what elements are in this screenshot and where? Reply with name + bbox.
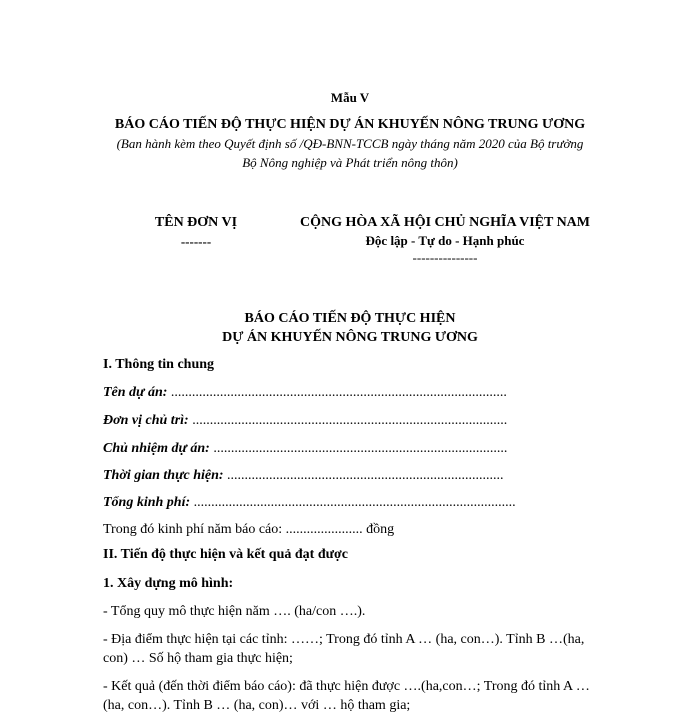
field-blank: ................................................................................................ [167, 385, 507, 400]
issued-by-line-2: Bộ Nông nghiệp và Phát triển nông thôn) [242, 155, 458, 170]
nation-divider: --------------- [412, 250, 478, 265]
subsection-1-heading: 1. Xây dựng mô hình: [103, 576, 234, 591]
field-total-budget [103, 495, 516, 511]
field-label: Tổng kinh phí: [103, 495, 191, 510]
form-label: Mẫu V [330, 90, 370, 105]
list-item: - Tổng quy mô thực hiện năm …. (ha/con ….). [103, 604, 366, 619]
nation-name: CỘNG HÒA XÃ HỘI CHỦ NGHĨA VIỆT NAM [299, 215, 590, 230]
field-label: Thời gian thực hiện: [103, 468, 224, 483]
document-title: BÁO CÁO TIẾN ĐỘ THỰC HIỆN DỰ ÁN KHUYẾN NÔNG TRUNG ƯƠNG [114, 117, 586, 132]
list-item: con) … Số hộ tham gia thực hiện; [103, 651, 293, 666]
field-blank: ............................................................................... [223, 468, 504, 483]
budget-year-line: Trong đó kinh phí năm báo cáo: ...................... đồng [103, 522, 395, 537]
field-blank: .................................................................................... [209, 441, 508, 456]
list-item: - Địa điểm thực hiện tại các tỉnh: ……; Trong đó tỉnh A … (ha, con…). Tỉnh B …(ha, [103, 632, 585, 647]
field-implementation-time [103, 468, 504, 484]
report-title-line-1: BÁO CÁO TIẾN ĐỘ THỰC HIỆN [244, 311, 456, 326]
field-project-name [103, 385, 507, 401]
issued-by-line-1: (Ban hành kèm theo Quyết định số /QĐ-BNN-TCCB ngày tháng năm 2020 của Bộ trưởng [116, 136, 584, 151]
section-2-heading: II. Tiến độ thực hiện và kết quả đạt được [103, 547, 348, 562]
field-host-unit [103, 413, 507, 429]
unit-name-label: TÊN ĐƠN VỊ [154, 215, 238, 230]
field-blank: .......................................................................................... [188, 413, 508, 428]
list-item: - Kết quả (đến thời điểm báo cáo): đã thực hiện được ….(ha,con…; Trong đó tỉnh A … [103, 679, 590, 694]
field-project-leader [103, 441, 507, 457]
field-label: Chủ nhiệm dự án: [103, 441, 210, 456]
field-label: Đơn vị chủ trì: [103, 413, 189, 428]
list-item: (ha, con…). Tỉnh B … (ha, con)… với … hộ tham gia; [103, 698, 411, 713]
section-1-heading: I. Thông tin chung [103, 357, 215, 372]
report-title-line-2: DỰ ÁN KHUYẾN NÔNG TRUNG ƯƠNG [222, 330, 478, 345]
field-blank: ............................................................................................ [190, 495, 516, 510]
unit-divider: ------- [180, 234, 212, 249]
nation-motto: Độc lập - Tự do - Hạnh phúc [365, 233, 525, 248]
field-label: Tên dự án: [103, 385, 168, 400]
